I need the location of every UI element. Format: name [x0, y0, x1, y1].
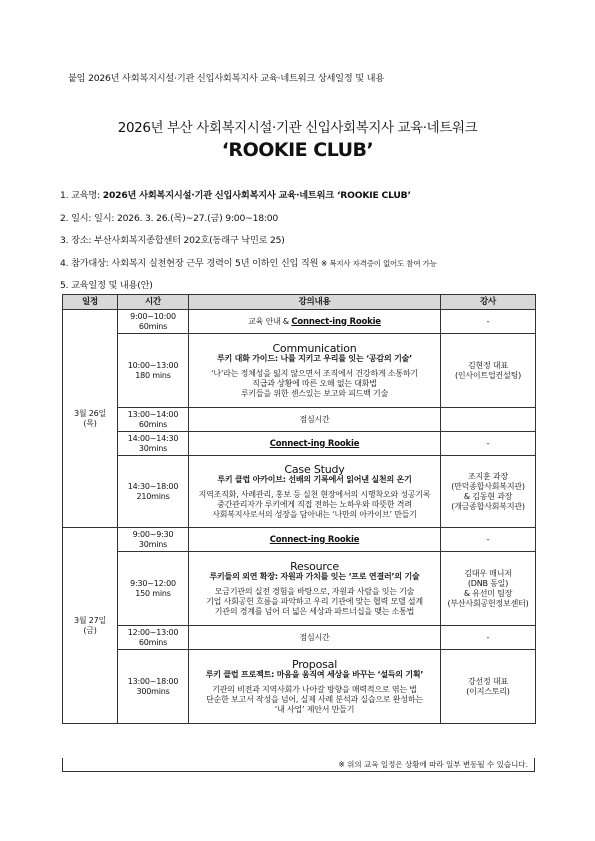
lecturer-cell: 김현정 대표 (인사이트업컨설팅) [441, 334, 536, 408]
lecturer-cell: - [441, 626, 536, 650]
program-name: ‘ROOKIE CLUB’ [221, 139, 374, 161]
content-cell: Connect-ing Rookie [189, 432, 441, 456]
header-content: 강의내용 [189, 295, 441, 310]
table-row [63, 528, 536, 552]
table-row [63, 650, 536, 724]
time-cell: 14:00~14:30 30mins [118, 432, 189, 456]
lecturer-cell: 조지훈 과장 (만덕종합사회복지관) & 김동현 과장 (개금종합사회복지관) [441, 456, 536, 528]
attachment-heading: 붙임 2026년 사회복지시설·기관 신입사회복지사 교육·네트워크 상세일정 및 내용 [68, 73, 384, 84]
info-item-place: 3. 장소: 부산사회복지종합센터 202호(동래구 낙민로 25) [60, 235, 285, 246]
time-cell: 13:00~14:00 60mins [118, 408, 189, 432]
lecturer-cell: 강선정 대표 (이지스토리) [441, 650, 536, 724]
info-list [60, 188, 437, 301]
lecturer-cell: - [441, 528, 536, 552]
content-cell: 교육 안내 & Connect-ing Rookie [189, 310, 441, 334]
document-title: 2026년 부산 사회복지시설·기관 신입사회복지사 교육·네트워크 [117, 120, 478, 136]
table-row [63, 408, 536, 432]
table-row [63, 334, 536, 408]
table-row [63, 456, 536, 528]
info-item-name: 1. 교육명: 2026년 사회복지시설·기관 신입사회복지사 교육·네트워크 ‘ROOKIE CLUB’ [60, 190, 411, 201]
time-cell: 12:00~13:00 60mins [118, 626, 189, 650]
content-cell: Case Study 루키 클럽 아카이브: 선배의 기록에서 읽어낸 실천의 온기 지역조직화, 사례관리, 홍보 등 실천 현장에서의 시행착오와 성공기록 중간관리자가 루키에게 직접 전하는 노하우와 따뜻한 격려 사회복지사로서의 성장을 담아내는 ‘나만의 아카이브’ 만들기 [189, 456, 441, 528]
time-cell: 13:00~18:00 300mins [118, 650, 189, 724]
table-row [63, 626, 536, 650]
table-header-row [63, 295, 536, 310]
content-cell: Proposal 루키 클럽 프로젝트: 마음을 움직여 세상을 바꾸는 ‘설득의 기획’ 기관의 비전과 지역사회가 나아갈 방향을 매력적으로 엮는 법 단순한 보고서 작성을 넘어, 실제 사례 분석과 실습으로 완성하는 ‘내 사업’ 제안서 만들기 [189, 650, 441, 724]
schedule-footnote: ※ 위의 교육 일정은 상황에 따라 일부 변동될 수 있습니다. [62, 758, 535, 772]
header-date: 일정 [63, 295, 118, 310]
lecturer-cell: - [441, 310, 536, 334]
lecturer-cell [441, 408, 536, 432]
info-item-target: 4. 참가대상: 사회복지 실천현장 근무 경력이 5년 이하인 신입 직원 ※ 복지사 자격증이 없어도 참여 가능 [60, 257, 437, 269]
header-lecturer: 강사 [441, 295, 536, 310]
time-cell: 9:00~10:00 60mins [118, 310, 189, 334]
content-cell: Communication 루키 대화 가이드: 나를 지키고 우리를 잇는 ‘공감의 기술’ ‘나’라는 정체성을 잃지 않으면서 조직에서 건강하게 소통하기 직급과 상황에 따른 오해 없는 대화법 루키들을 위한 센스있는 보고와 피드백 기술 [189, 334, 441, 408]
content-cell: Connect-ing Rookie [189, 528, 441, 552]
table-row [63, 310, 536, 334]
schedule-table [62, 294, 536, 724]
info-item-date: 2. 일시: 일시: 2026. 3. 26.(목)~27.(금) 9:00~18:00 [60, 212, 279, 224]
content-cell: 점심시간 [189, 626, 441, 650]
content-cell: Resource 루키들의 외연 확장: 자원과 가치를 잇는 ‘프로 연결러’의 기술 모금기관의 실전 경험을 바탕으로, 자원과 사람을 잇는 기술 기업 사회공헌 흐름을 파악하고 우리 기관에 맞는 협력 모델 설계 기관의 경계를 넘어 더 넓은 세상과 파트너십을 맺는 소통법 [189, 552, 441, 626]
time-cell: 14:30~18:00 210mins [118, 456, 189, 528]
time-cell: 9:00~9:30 30mins [118, 528, 189, 552]
info-item-target-note: ※ 복지사 자격증이 없어도 참여 가능 [321, 258, 437, 268]
lecturer-cell: 김대우 매니저 (DNB 동일) & 유선미 팀장 (부산사회공헌정보센터) [441, 552, 536, 626]
day1-cell: 3월 26일 (목) [63, 310, 118, 528]
info-item-name-value: 2026년 사회복지시설·기관 신입사회복지사 교육·네트워크 ‘ROOKIE CLUB’ [102, 190, 411, 201]
time-cell: 9:30~12:00 150 mins [118, 552, 189, 626]
header-time: 시간 [118, 295, 189, 310]
time-cell: 10:00~13:00 180 mins [118, 334, 189, 408]
content-cell: 점심시간 [189, 408, 441, 432]
table-row [63, 432, 536, 456]
table-row [63, 552, 536, 626]
info-item-schedule: 5. 교육일정 및 내용(안) [60, 280, 153, 291]
day2-cell: 3월 27일 (금) [63, 528, 118, 724]
lecturer-cell: - [441, 432, 536, 456]
